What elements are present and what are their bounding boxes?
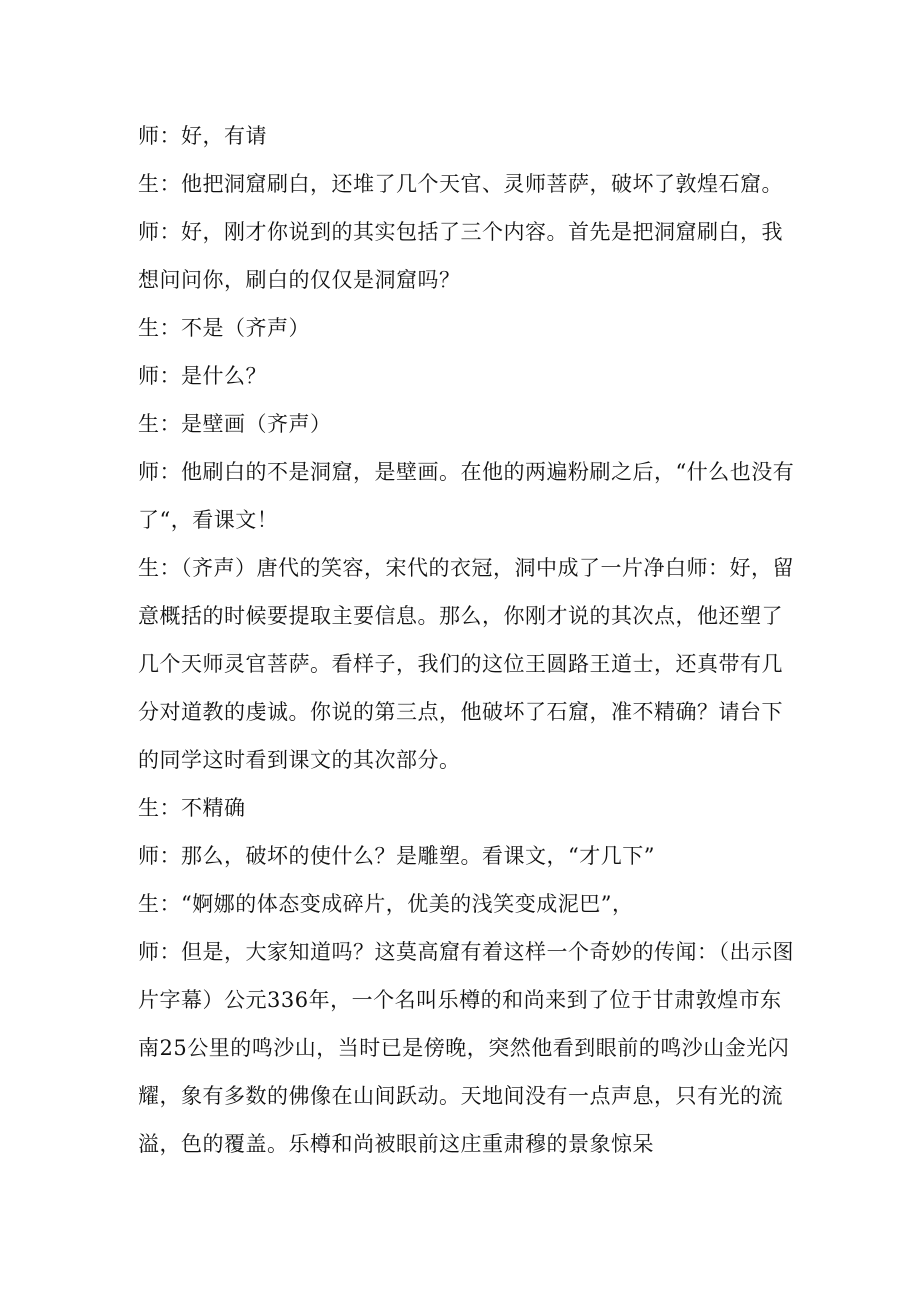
paragraph-7: 师：他刷白的不是洞窟，是壁画。在他的两遍粉刷之后，“什么也没有了“，看课文！ [138,460,795,532]
paragraph-12: 师：但是，大家知道吗？这莫高窟有着这样一个奇妙的传闻：（出示图片字幕）公元336年，一个名叫乐樽的和尚来到了位于甘肃敦煌市东南25公里的鸣沙山，当时已是傍晚，突然他看到眼前的鸣沙山金光闪耀，象有多数的佛像在山间跃动。天地间没有一点声息，只有光的流溢，色的覆盖。乐樽和尚被眼前这庄重肃穆的景象惊呆 [138,940,794,1156]
paragraph-10: 师：那么，破坏的使什么？是雕塑。看课文，“才几下” [138,844,655,868]
paragraph-2: 生：他把洞窟刷白，还堆了几个天官、灵师菩萨，破坏了敦煌石窟。 [138,172,783,196]
paragraph-1: 师：好，有请 [138,124,267,148]
paragraph-8: 生：（齐声）唐代的笑容，宋代的衣冠，洞中成了一片净白师：好，留意概括的时候要提取主要信息。那么，你刚才说的其次点，他还塑了几个天师灵官菩萨。看样子，我们的这位王圆路王道士，还真带有几分对道教的虔诚。你说的第三点，他破坏了石窟，准不精确？请台下的同学这时看到课文的其次部分。 [138,556,794,772]
paragraph-3: 师：好，刚才你说到的其实包括了三个内容。首先是把洞窟刷白，我想问问你，刷白的仅仅是洞窟吗？ [138,220,783,292]
paragraph-9: 生：不精确 [138,796,246,820]
document-body [138,112,798,1168]
paragraph-6: 生：是壁画（齐声） [138,412,332,436]
paragraph-5: 师：是什么？ [138,364,267,388]
paragraph-11: 生：“婀娜的体态变成碎片，优美的浅笑变成泥巴”， [138,892,634,916]
paragraph-4: 生：不是（齐声） [138,316,310,340]
